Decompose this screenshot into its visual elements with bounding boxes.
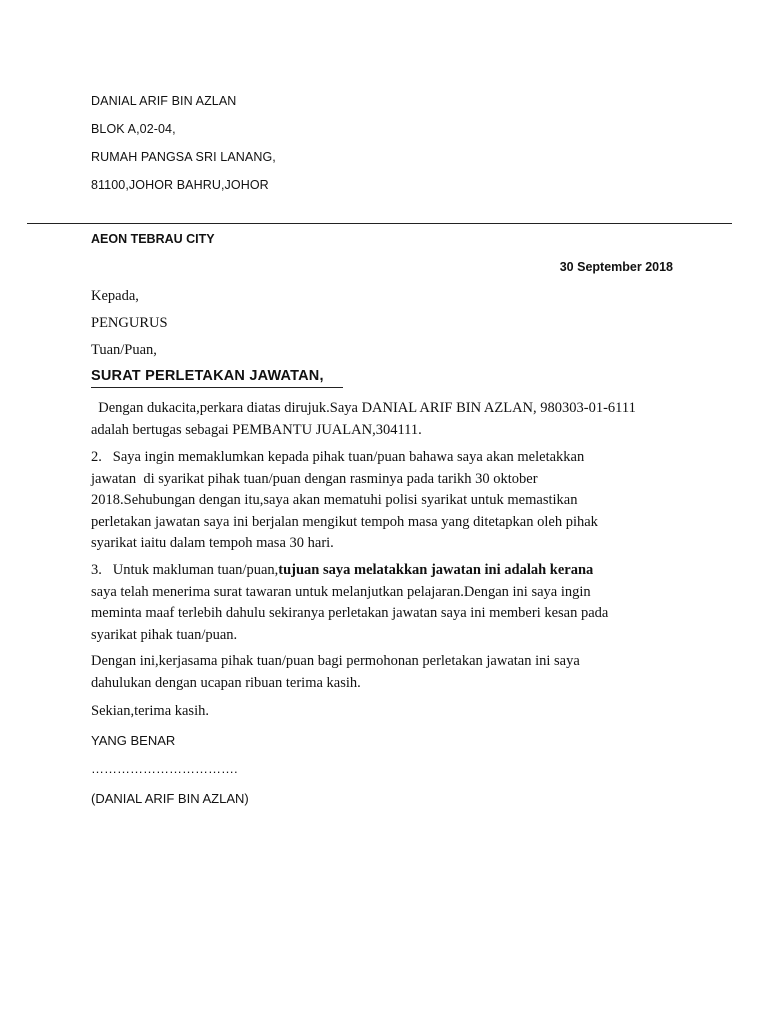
- sender-address: [91, 93, 276, 205]
- sender-address-line-1: BLOK A,02-04,: [91, 122, 176, 136]
- paragraph-4-line-1: Dengan ini,kerjasama pihak tuan/puan bagi permohonan perletakan jawatan ini saya: [91, 653, 580, 669]
- paragraph-3-line-2: saya telah menerima surat tawaran untuk melanjutkan pelajaran.Dengan ini saya ingin: [91, 583, 591, 600]
- paragraph-2-line-5: syarikat iaitu dalam tempoh masa 30 hari.: [91, 535, 334, 551]
- sender-address-line-3: 81100,JOHOR BAHRU,JOHOR: [91, 178, 269, 192]
- sender-name: DANIAL ARIF BIN AZLAN: [91, 94, 237, 108]
- paragraph-1-line-2: adalah bertugas sebagai PEMBANTU JUALAN,304111.: [91, 421, 422, 438]
- paragraph-3-line-3: meminta maaf terlebih dahulu sekiranya perletakan jawatan saya ini memberi kesan pada: [91, 605, 609, 621]
- salutation-block: [91, 287, 168, 368]
- paragraph-3-line-1-normal: 3. Untuk makluman tuan/puan,: [91, 562, 279, 578]
- paragraph-3-line-1-bold: tujuan saya melatakkan jawatan ini adalah kerana: [278, 562, 594, 578]
- paragraph-1-line-1: Dengan dukacita,perkara diatas dirujuk.Saya DANIAL ARIF BIN AZLAN, 980303-01-6111: [91, 400, 636, 416]
- recipient-company: AEON TEBRAU CITY: [91, 232, 215, 246]
- paragraph-3-line-1: [91, 560, 691, 582]
- subject-underline: [91, 387, 343, 388]
- letter-subject: SURAT PERLETAKAN JAWATAN,: [91, 368, 324, 384]
- paragraph-4: [91, 651, 691, 694]
- paragraph-1: [91, 398, 691, 441]
- salutation-position: PENGURUS: [91, 315, 168, 331]
- paragraph-2-line-4: perletakan jawatan saya ini berjalan mengikut tempoh masa yang ditetapkan oleh pihak: [91, 513, 598, 530]
- paragraph-2: [91, 447, 691, 555]
- closing-yang-benar: YANG BENAR: [91, 733, 176, 748]
- salutation-kepada: Kepada,: [91, 288, 139, 304]
- paragraph-4-line-2: dahulukan dengan ucapan ribuan terima kasih.: [91, 674, 361, 691]
- header-divider: [27, 223, 732, 224]
- salutation-greeting: Tuan/Puan,: [91, 342, 157, 358]
- sender-address-line-2: RUMAH PANGSA SRI LANANG,: [91, 150, 276, 164]
- paragraph-2-line-2: jawatan di syarikat pihak tuan/puan dengan rasminya pada tarikh 30 oktober: [91, 470, 538, 487]
- paragraph-2-line-1: 2. Saya ingin memaklumkan kepada pihak tuan/puan bahawa saya akan meletakkan: [91, 449, 585, 465]
- signature-line: …………………………….: [91, 761, 238, 776]
- signatory-name: (DANIAL ARIF BIN AZLAN): [91, 791, 249, 806]
- paragraph-2-line-3: 2018.Sehubungan dengan itu,saya akan mematuhi polisi syarikat untuk memastikan: [91, 492, 578, 508]
- paragraph-3: [91, 560, 691, 646]
- closing-remark: Sekian,terima kasih.: [91, 703, 209, 719]
- letter-date: 30 September 2018: [559, 260, 673, 274]
- paragraph-3-line-4: syarikat pihak tuan/puan.: [91, 626, 238, 643]
